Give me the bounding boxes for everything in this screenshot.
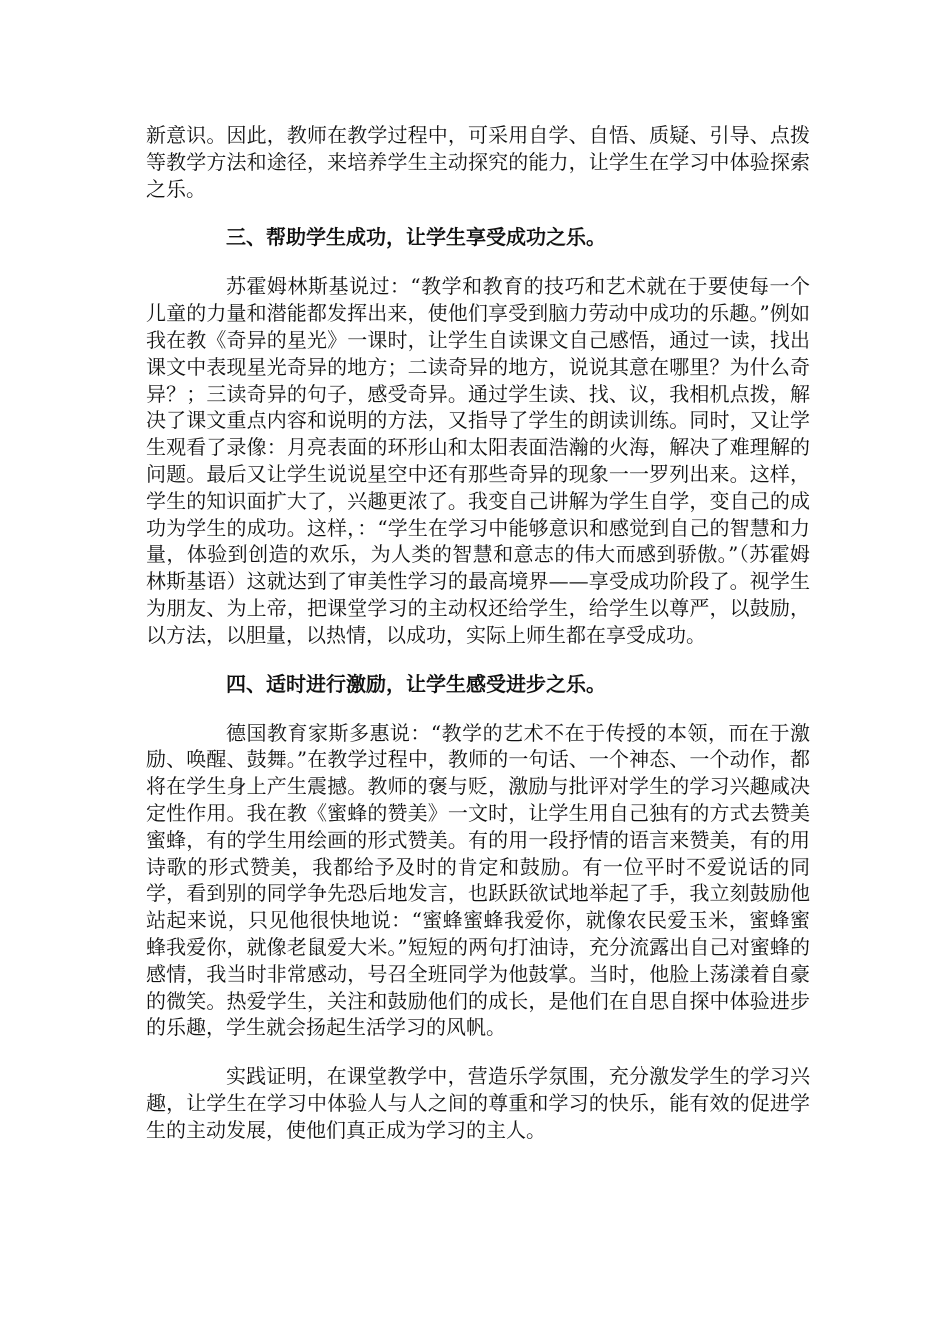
conclusion-paragraph: 实践证明，在课堂教学中，营造乐学氛围，充分激发学生的学习兴趣，让学生在学习中体验人与人之间的尊重和学习的快乐，能有效的促进学生的主动发展，使他们真正成为学习的主人。 [146, 1064, 810, 1142]
intro-paragraph-tail: 新意识。因此，教师在教学过程中，可采用自学、自悟、质疑、引导、点拨等教学方法和途径，来培养学生主动探究的能力，让学生在学习中体验探索之乐。 [146, 123, 810, 201]
section-heading-3: 三、帮助学生成功，让学生享受成功之乐。 [226, 225, 606, 250]
section-heading-4: 四、适时进行激励，让学生感受进步之乐。 [226, 671, 606, 696]
document-body [146, 122, 810, 1144]
section-paragraph-3: 苏霍姆林斯基说过：“教学和教育的技巧和艺术就在于要使每一个儿童的力量和潜能都发挥出来，使他们享受到脑力劳动中成功的乐趣。”例如我在教《奇异的星光》一课时，让学生自读课文自己感悟，通过一读，找出课文中表现星光奇异的地方；二读奇异的地方，说说其意在哪里？为什么奇异？；三读奇异的句子，感受奇异。通过学生读、找、议，我相机点拨，解决了课文重点内容和说明的方法，又指导了学生的朗读训练。同时，又让学生观看了录像：月亮表面的环形山和太阳表面浩瀚的火海，解决了难理解的问题。最后又让学生说说星空中还有那些奇异的现象一一罗列出来。这样，学生的知识面扩大了，兴趣更浓了。我变自己讲解为学生自学，变自己的成功为学生的成功。这样，：“学生在学习中能够意识和感觉到自己的智慧和力量，体验到创造的欢乐，为人类的智慧和意志的伟大而感到骄傲。”（苏霍姆林斯基语）这就达到了审美性学习的最高境界——享受成功阶段了。视学生为朋友、为上帝，把课堂学习的主动权还给学生，给学生以尊严，以鼓励，以方法，以胆量，以热情，以成功，实际上师生都在享受成功。 [146, 274, 810, 647]
section-paragraph-4: 德国教育家斯多惠说：“教学的艺术不在于传授的本领，而在于激励、唤醒、鼓舞。”在教学过程中，教师的一句话、一个神态、一个动作，都将在学生身上产生震撼。教师的褒与贬，激励与批评对学生的学习兴趣咸决定性作用。我在教《蜜蜂的赞美》一文时，让学生用自己独有的方式去赞美蜜蜂，有的学生用绘画的形式赞美。有的用一段抒情的语言来赞美，有的用诗歌的形式赞美，我都给予及时的肯定和鼓励。有一位平时不爱说话的同学，看到别的同学争先恐后地发言，也跃跃欲试地举起了手，我立刻鼓励他站起来说，只见他很快地说：“蜜蜂蜜蜂我爱你，就像农民爱玉米，蜜蜂蜜蜂我爱你，就像老鼠爱大米。”短短的两句打油诗，充分流露出自己对蜜蜂的感情，我当时非常感动，号召全班同学为他鼓掌。当时，他脸上荡漾着自豪的微笑。热爱学生，关注和鼓励他们的成长，是他们在自思自探中体验进步的乐趣，学生就会扬起生活学习的风帆。 [146, 720, 810, 1040]
